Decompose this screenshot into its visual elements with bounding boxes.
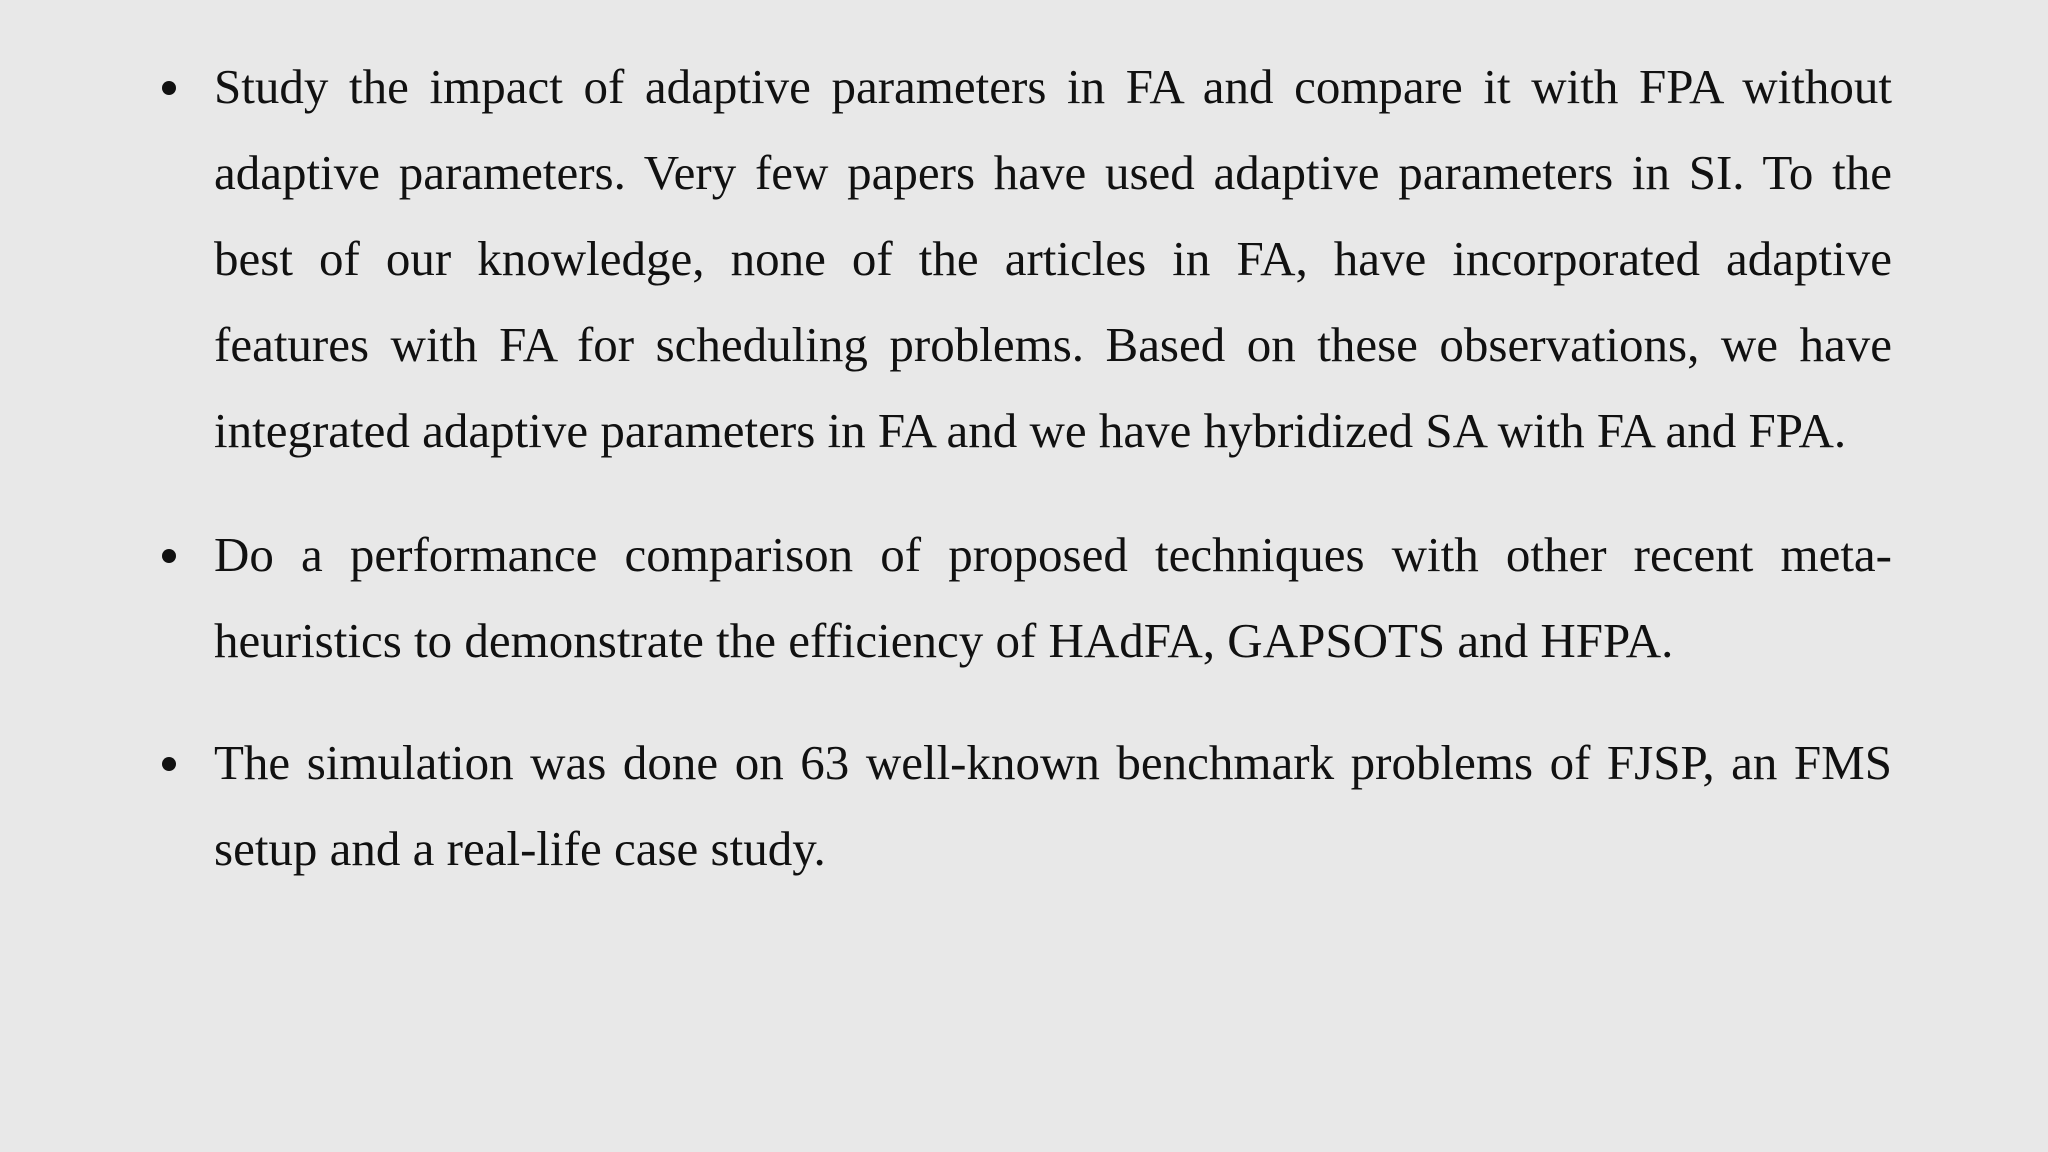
bullet-dot-icon <box>162 81 176 95</box>
bullet-item <box>150 512 1892 684</box>
bullet-item <box>150 44 1892 474</box>
bullet-item <box>150 720 1892 892</box>
bullet-text: Do a performance comparison of proposed techniques with other recent meta-heuristics to demonstrate the efficiency of HAdFA, GAPSOTS and HFPA. <box>214 527 1892 668</box>
bullet-list <box>150 44 1892 892</box>
bullet-dot-icon <box>162 757 176 771</box>
bullet-text: The simulation was done on 63 well-known benchmark problems of FJSP, an FMS setup and a real-life case study. <box>214 735 1892 876</box>
bullet-dot-icon <box>162 549 176 563</box>
bullet-text: Study the impact of adaptive parameters in FA and compare it with FPA without adaptive parameters. Very few papers have used adaptive parameters in SI. To the best of our knowledge, none of the articles in FA, have incorporated adaptive features with FA for scheduling problems. Based on these observations, we have integrated adaptive parameters in FA and we have hybridized SA with FA and FPA. <box>214 59 1892 458</box>
